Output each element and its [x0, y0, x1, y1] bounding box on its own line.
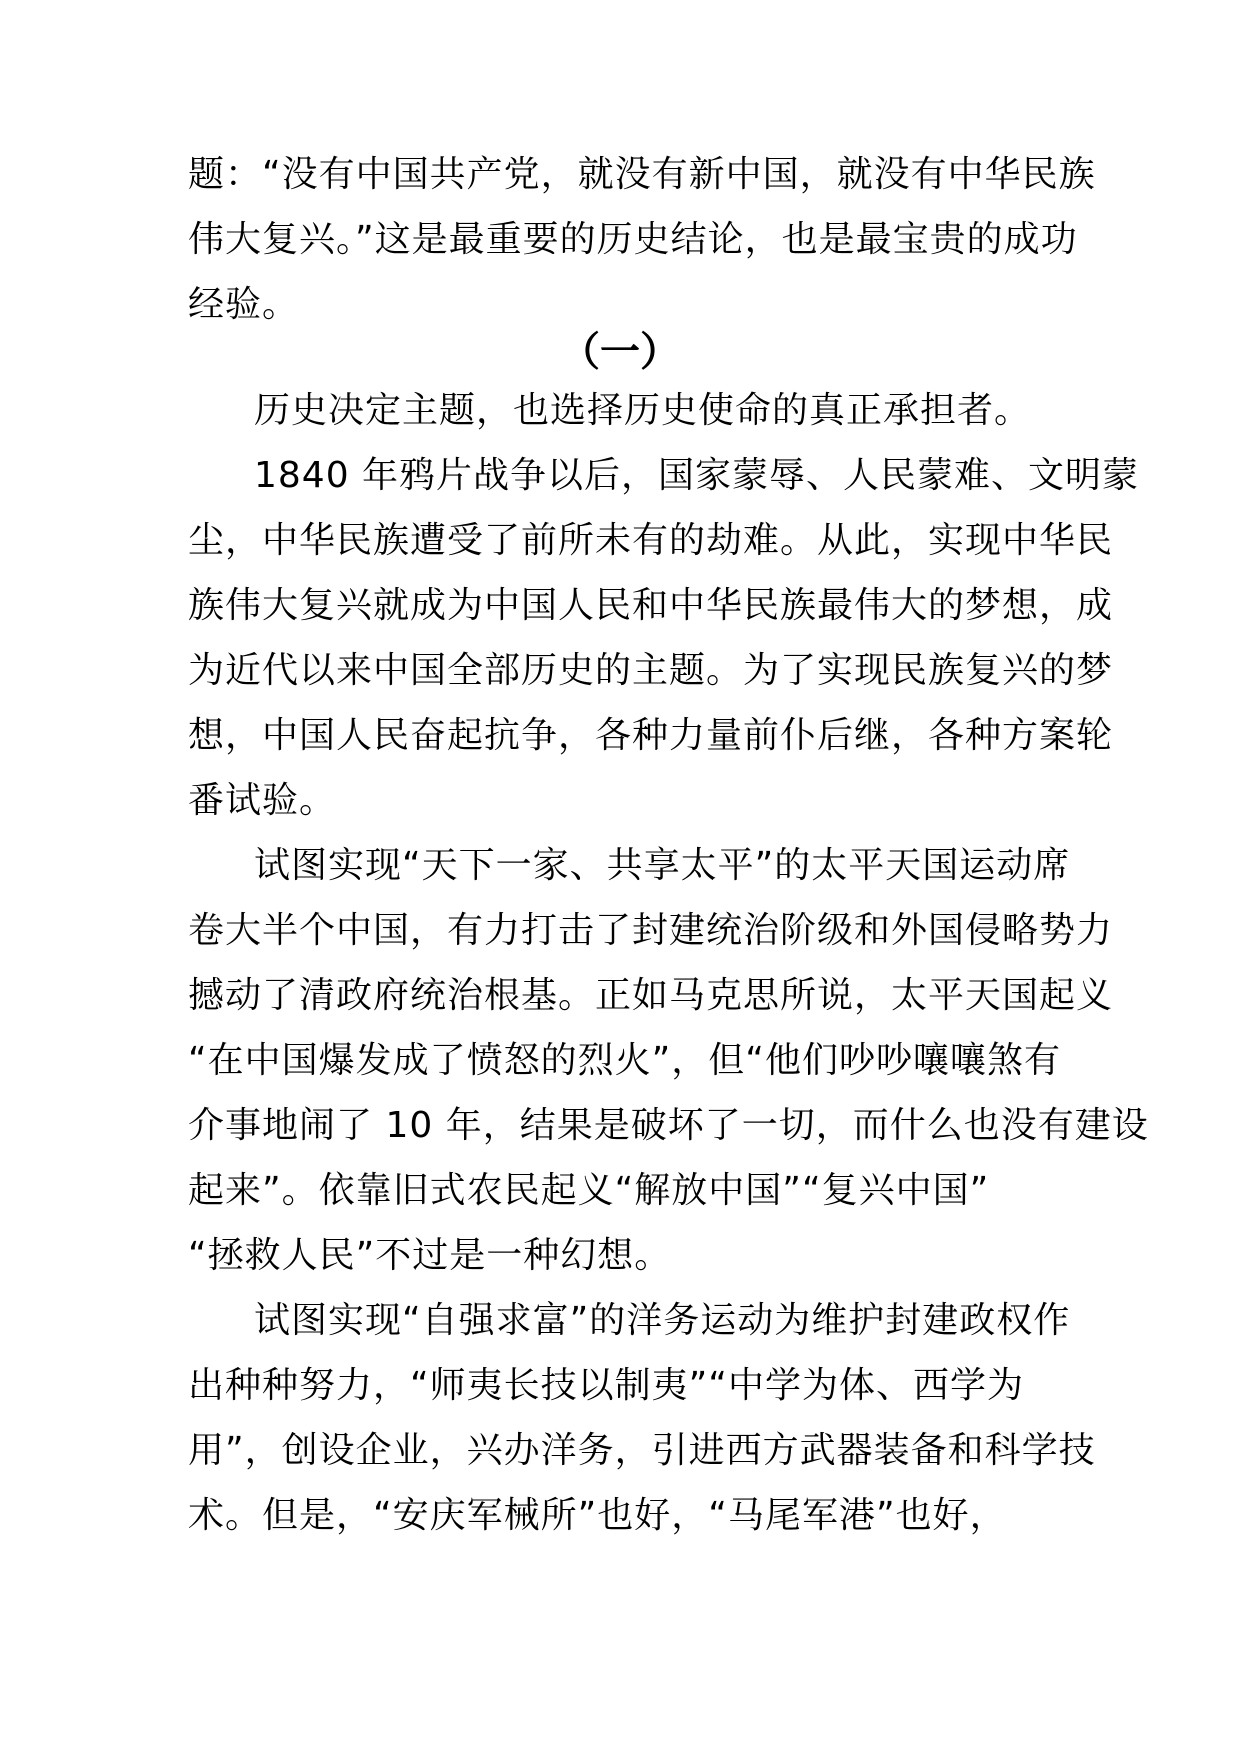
intro-paragraph	[188, 142, 1096, 337]
paragraph-4-line-3: 用”，创设企业，兴办洋务，引进西方武器装备和科学技	[188, 1430, 1096, 1471]
paragraph-2-line-6: 番试验。	[188, 780, 337, 821]
paragraph-1	[188, 378, 1058, 443]
paragraph-2	[188, 443, 1140, 833]
paragraph-2-line-1: 1840 年鸦片战争以后，国家蒙辱、人民蒙难、文明蒙	[254, 455, 1140, 496]
paragraph-3-line-5: 介事地闹了 10 年，结果是破坏了一切，而什么也没有建设	[188, 1105, 1149, 1146]
paragraph-3	[188, 833, 1149, 1288]
paragraph-2-line-4: 为近代以来中国全部历史的主题。为了实现民族复兴的梦	[188, 650, 1114, 691]
paragraph-4-line-2: 出种种努力，“师夷长技以制夷”“中学为体、西学为	[188, 1365, 1024, 1406]
paragraph-3-line-3: 撼动了清政府统治根基。正如马克思所说，太平天国起义	[188, 975, 1114, 1016]
paragraph-2-line-3: 族伟大复兴就成为中国人民和中华民族最伟大的梦想，成	[188, 585, 1114, 626]
paragraph-3-line-6: 起来”。依靠旧式农民起义“解放中国”“复兴中国”	[188, 1170, 990, 1211]
intro-line-2: 伟大复兴。”这是最重要的历史结论，也是最宝贵的成功	[188, 219, 1078, 260]
paragraph-2-line-5: 想，中国人民奋起抗争，各种力量前仆后继，各种方案轮	[188, 715, 1114, 756]
paragraph-2-line-2: 尘，中华民族遭受了前所未有的劫难。从此，实现中华民	[188, 520, 1114, 561]
paragraph-3-line-7: “拯救人民”不过是一种幻想。	[188, 1235, 672, 1276]
paragraph-4-line-4: 术。但是，“安庆军械所”也好，“马尾军港”也好，	[188, 1495, 1007, 1536]
paragraph-4	[188, 1288, 1096, 1548]
paragraph-3-line-4: “在中国爆发成了愤怒的烈火”，但“他们吵吵嚷嚷煞有	[188, 1040, 1061, 1081]
paragraph-3-line-1: 试图实现“天下一家、共享太平”的太平天国运动席	[254, 845, 1071, 886]
intro-line-3: 经验。	[188, 284, 300, 325]
section-heading: （一）	[560, 329, 680, 375]
paragraph-3-line-2: 卷大半个中国，有力打击了封建统治阶级和外国侵略势力	[188, 910, 1114, 951]
paragraph-1-line-1: 历史决定主题，也选择历史使命的真正承担者。	[254, 390, 1032, 431]
intro-line-1: 题：“没有中国共产党，就没有新中国，就没有中华民族	[188, 154, 1096, 195]
paragraph-4-line-1: 试图实现“自强求富”的洋务运动为维护封建政权作	[254, 1300, 1071, 1341]
